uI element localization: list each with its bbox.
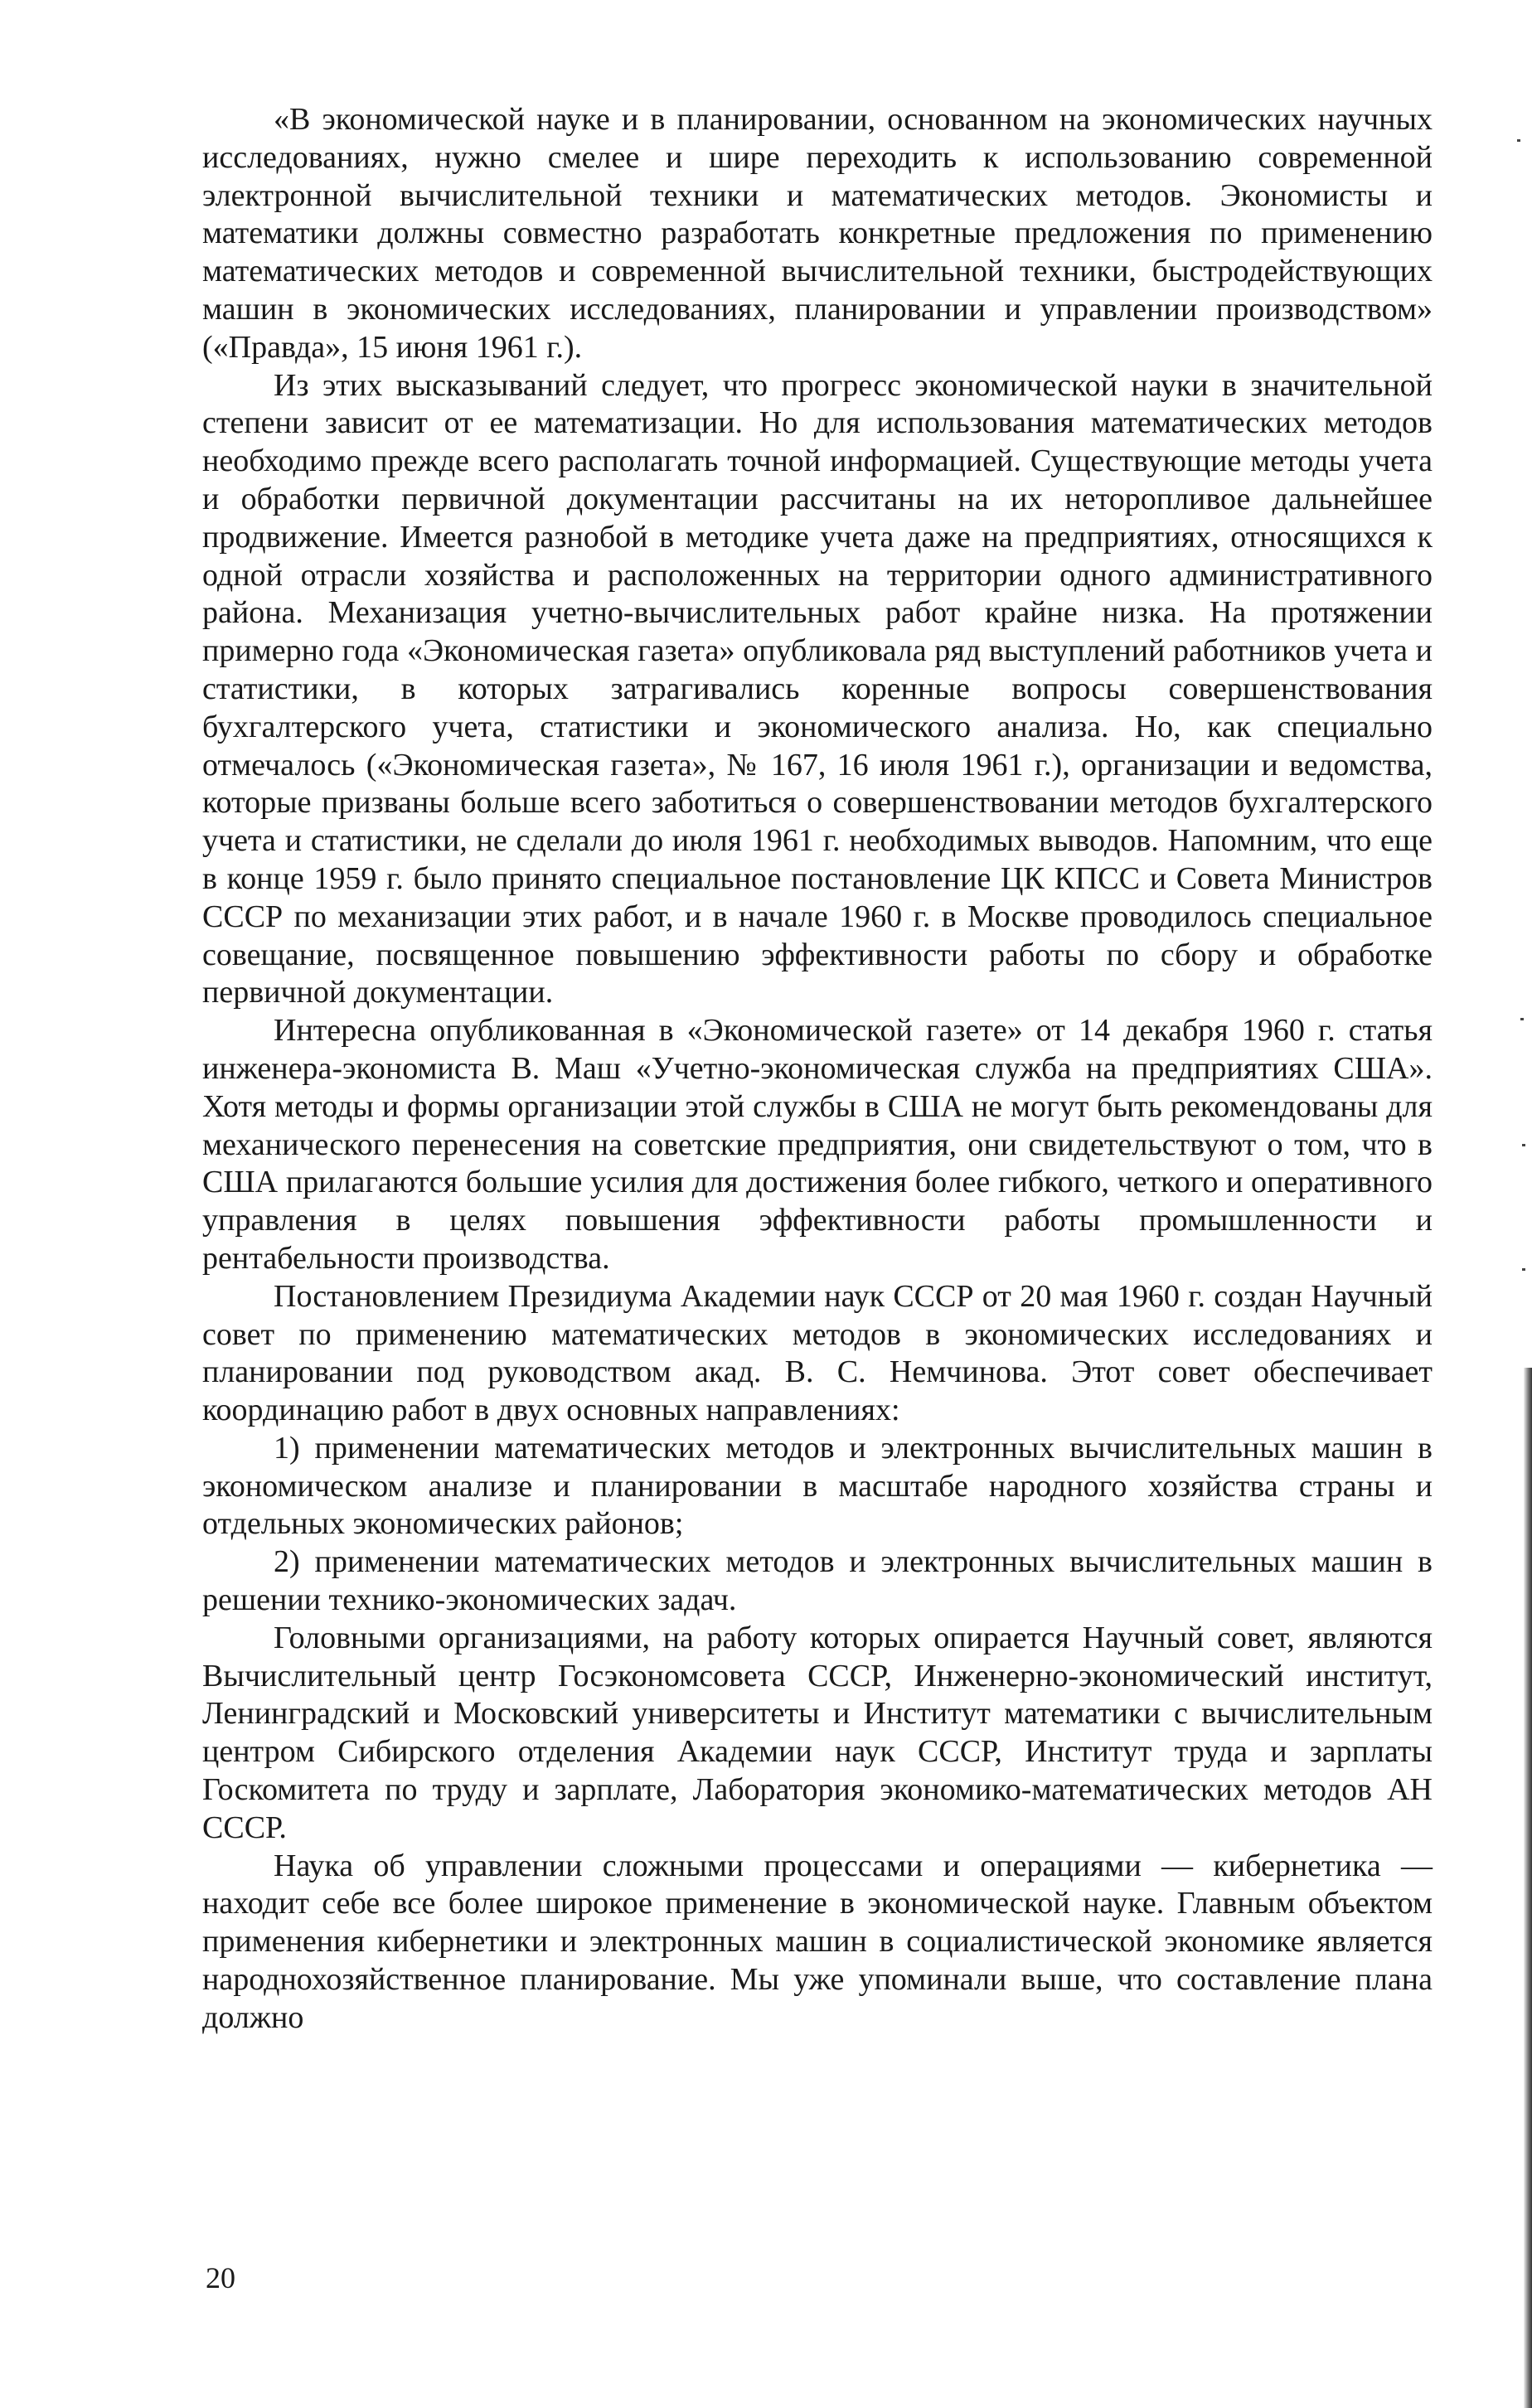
scan-artifact (1522, 1144, 1525, 1146)
body-text (202, 101, 1433, 2037)
scan-artifact (1520, 1018, 1524, 1020)
page-number: 20 (206, 2261, 235, 2294)
quote-paragraph: «В экономической науке и в планировании, основанном на экономических научных исследованиях, нужно смелее и шире переходить к использованию современной электронной вычислительной техники и математических методов. Экономисты и математики должны совместно разработать конкретные предложения по применению математических методов и современной вычислительной техники, быстродействующих машин в экономических исследованиях, планировании и управлении производством» («Правда», 15 июня 1961 г.). (202, 102, 1433, 365)
scan-edge-shadow (1524, 1368, 1532, 2408)
paragraph-scientific-council: Постановлением Президиума Академии наук СССР от 20 мая 1960 г. создан Научный совет по применению математических методов в экономических исследованиях и планировании под руководством акад. В. С. Немчинова. Этот совет обеспечивает координацию работ в двух основных направлениях: (202, 1278, 1433, 1428)
scan-artifact (1517, 139, 1520, 142)
paragraph-cybernetics: Наука об управлении сложными процессами и операциями — кибернетика — находит себе все более широкое применение в экономической науке. Главным объектом применения кибернетики и электронных машин в социалистической экономике является народнохозяйственное планирование. Мы уже упоминали выше, что составление плана должно (202, 1848, 1433, 2035)
paragraph-head-organizations: Головными организациями, на работу которых опирается Научный совет, являются Вычислительный центр Госэкономсовета СССР, Инженерно-экономический институт, Ленинградский и Московский университеты и Институт математики с вычислительным центром Сибирского отделения Академии наук СССР, Институт труда и зарплаты Госкомитета по труду и зарплате, Лаборатория экономико-математических методов АН СССР. (202, 1620, 1433, 1845)
list-item-2: 2) применении математических методов и электронных вычислительных машин в решении технико-экономических задач. (202, 1544, 1433, 1618)
paragraph-mathematization: Из этих высказываний следует, что прогресс экономической науки в значительной степени зависит от ее математизации. Но для использования математических методов необходимо прежде всего располагать точной информацией. Существующие методы учета и обработки первичной документации рассчитаны на их неторопливое дальнейшее продвижение. Имеется разнобой в методике учета даже на предприятиях, относящихся к одной отрасли хозяйства и расположенных на территории одного административного района. Механизация учетно-вычислительных работ крайне низка. На протяжении примерно года «Экономическая газета» опубликовала ряд выступлений работников учета и статистики, в которых затрагивались коренные вопросы совершенствования бухгалтерского учета, статистики и экономического анализа. Но, как специально отмечалось («Экономическая газета», № 167, 16 июля 1961 г.), организации и ведомства, которые призваны больше всего заботиться о совершенствовании методов бухгалтерского учета и статистики, не сделали до июля 1961 г. необходимых выводов. Напомним, что еще в конце 1959 г. было принято специальное постановление ЦК КПСС и Совета Министров СССР по механизации этих работ, и в начале 1960 г. в Москве проводилось специальное совещание, посвященное повышению эффективности работы по сбору и обработке первичной документации. (202, 367, 1433, 1010)
list-item-1: 1) применении математических методов и электронных вычислительных машин в экономическом анализе и планировании в масштабе народного хозяйства страны и отдельных экономических районов; (202, 1430, 1433, 1542)
paragraph-usa-service: Интересна опубликованная в «Экономической газете» от 14 декабря 1960 г. статья инженера-экономиста В. Маш «Учетно-экономическая служба на предприятиях США». Хотя методы и формы организации этой службы в США не могут быть рекомендованы для механического перенесения на советские предприятия, они свидетельствуют о том, что в США прилагаются большие усилия для достижения более гибкого, четкого и оперативного управления в целях повышения эффективности работы промышленности и рентабельности производства. (202, 1013, 1433, 1276)
scan-artifact (1522, 1268, 1525, 1271)
